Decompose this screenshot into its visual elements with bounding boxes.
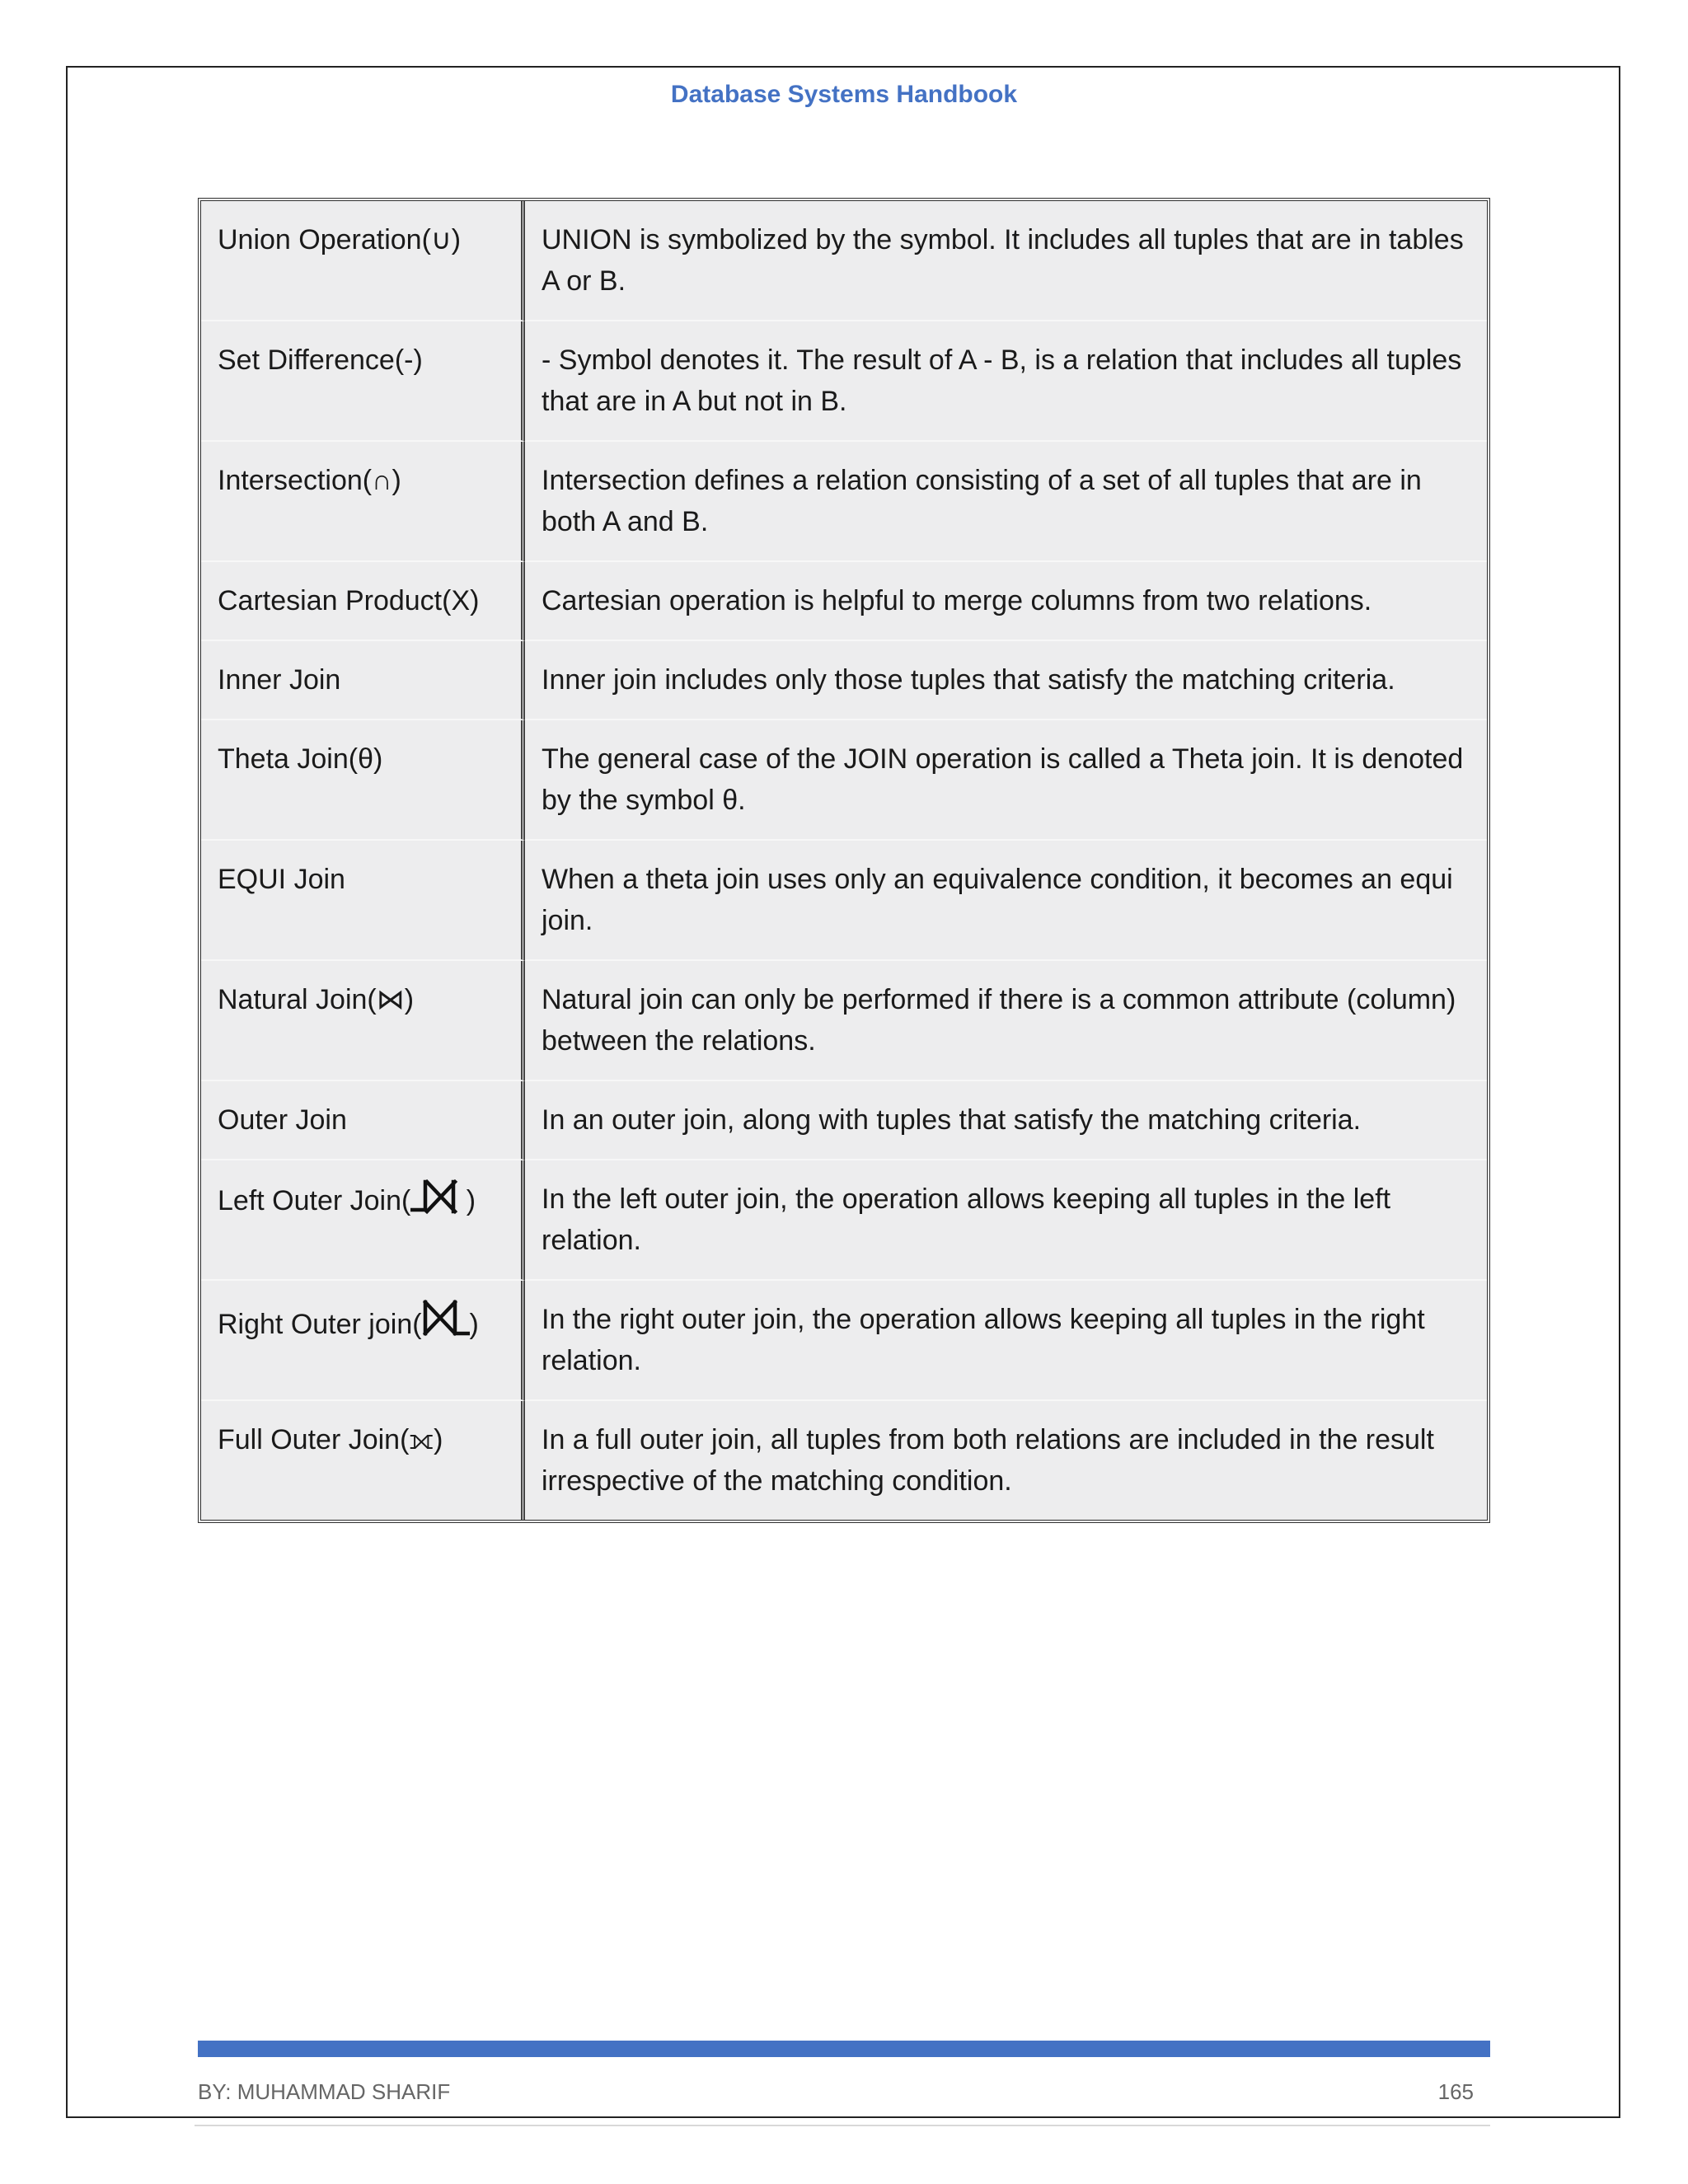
operation-name: Theta Join(θ) bbox=[201, 720, 525, 841]
operation-name: EQUI Join bbox=[201, 841, 525, 961]
operation-name-left-outer-join bbox=[201, 1160, 525, 1281]
table-row bbox=[201, 1160, 1487, 1281]
operation-description: In an outer join, along with tuples that satisfy the matching criteria. bbox=[525, 1081, 1487, 1160]
operation-name: Outer Join bbox=[201, 1081, 525, 1160]
page-header-title: Database Systems Handbook bbox=[670, 81, 1018, 108]
operation-description: In the left outer join, the operation allows keeping all tuples in the left relation. bbox=[525, 1160, 1487, 1281]
operation-name: Union Operation(∪) bbox=[201, 201, 525, 321]
operation-description: Natural join can only be performed if there is a common attribute (column) between the relations. bbox=[525, 961, 1487, 1081]
operation-name-prefix: Right Outer join( bbox=[218, 1309, 422, 1340]
table-row bbox=[201, 720, 1487, 841]
operation-description: Intersection defines a relation consisting of a set of all tuples that are in both A and B. bbox=[525, 442, 1487, 562]
table-row bbox=[201, 1281, 1487, 1401]
table-row bbox=[201, 1081, 1487, 1160]
operation-description: Cartesian operation is helpful to merge columns from two relations. bbox=[525, 562, 1487, 641]
operation-name: Cartesian Product(X) bbox=[201, 562, 525, 641]
left-outer-join-icon bbox=[410, 1179, 458, 1215]
table-row bbox=[201, 201, 1487, 321]
operation-description: The general case of the JOIN operation is called a Theta join. It is denoted by the symbol θ. bbox=[525, 720, 1487, 841]
operation-name: Set Difference(-) bbox=[201, 321, 525, 442]
operation-name: Natural Join(⋈) bbox=[201, 961, 525, 1081]
relational-operations-table bbox=[198, 198, 1490, 1523]
page-number: 165 bbox=[1437, 2079, 1474, 2104]
operation-description: In the right outer join, the operation allows keeping all tuples in the right relation. bbox=[525, 1281, 1487, 1401]
operation-name: Full Outer Join(⟗) bbox=[201, 1401, 525, 1520]
right-outer-join-icon bbox=[422, 1299, 470, 1338]
table-row bbox=[201, 442, 1487, 562]
table-row bbox=[201, 1401, 1487, 1520]
operation-description: When a theta join uses only an equivalence condition, it becomes an equi join. bbox=[525, 841, 1487, 961]
table-row bbox=[201, 321, 1487, 442]
operation-name-right-outer-join bbox=[201, 1281, 525, 1401]
table-row bbox=[201, 641, 1487, 720]
operation-name-suffix: ) bbox=[469, 1309, 479, 1340]
footer-rule bbox=[198, 2041, 1490, 2057]
bottom-divider bbox=[195, 2125, 1490, 2126]
operation-description: UNION is symbolized by the symbol. It includes all tuples that are in tables A or B. bbox=[525, 201, 1487, 321]
table-row bbox=[201, 562, 1487, 641]
table-row bbox=[201, 841, 1487, 961]
operation-name-suffix: ) bbox=[458, 1185, 476, 1216]
operation-description: In a full outer join, all tuples from both relations are included in the result irrespective of the matching condition. bbox=[542, 1424, 1434, 1497]
operation-description: - Symbol denotes it. The result of A - B, is a relation that includes all tuples that are in A but not in B. bbox=[525, 321, 1487, 442]
footer-author: BY: MUHAMMAD SHARIF bbox=[198, 2079, 451, 2104]
operation-name: Inner Join bbox=[201, 641, 525, 720]
operation-description: Inner join includes only those tuples that satisfy the matching criteria. bbox=[525, 641, 1487, 720]
operation-name: Intersection(∩) bbox=[201, 442, 525, 562]
operation-name-prefix: Left Outer Join( bbox=[218, 1185, 411, 1216]
table-row bbox=[201, 961, 1487, 1081]
